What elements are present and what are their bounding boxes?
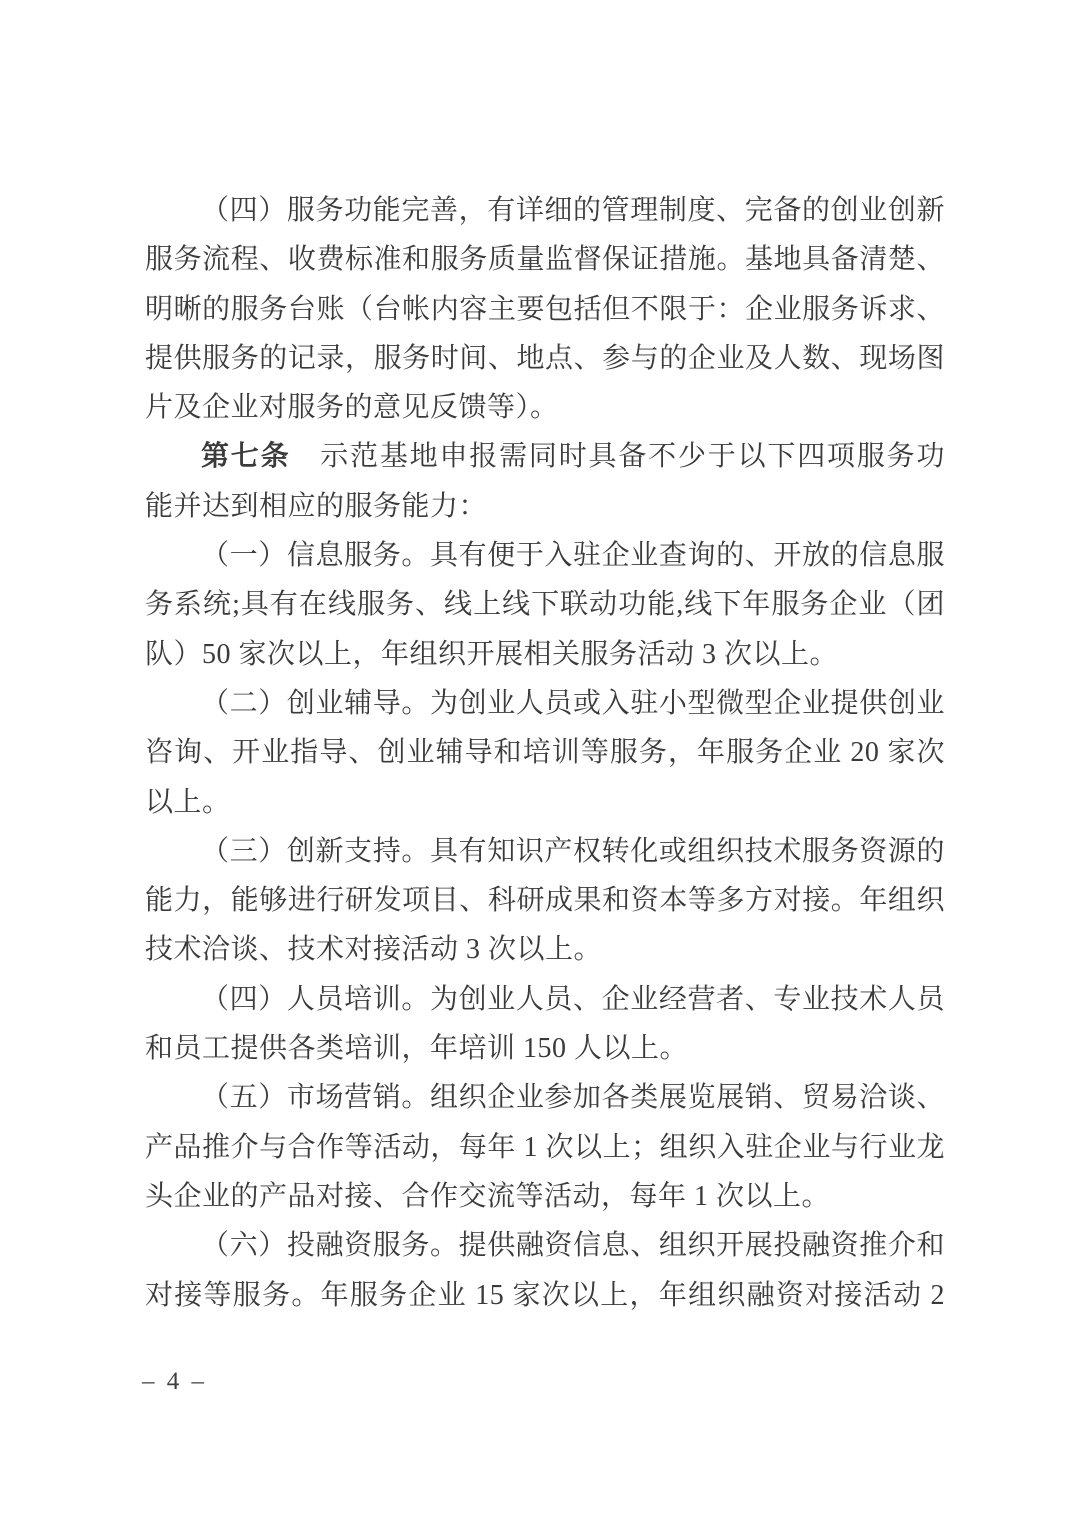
article-number-heading: 第七条 bbox=[201, 441, 291, 473]
text-line: 务系统;具有在线服务、线上线下联动功能,线下年服务企业（团 bbox=[145, 589, 945, 621]
text-line-content: 示范基地申报需同时具备不少于以下四项服务功 bbox=[290, 441, 945, 473]
text-line: 以上。 bbox=[145, 786, 231, 818]
text-line: （五）市场营销。组织企业参加各类展览展销、贸易洽谈、 bbox=[201, 1082, 945, 1114]
text-line: 产品推介与合作等活动，每年 1 次以上；组织入驻企业与行业龙 bbox=[145, 1131, 945, 1163]
text-line: （六）投融资服务。提供融资信息、组织开展投融资推介和 bbox=[201, 1230, 945, 1262]
text-line: 对接等服务。年服务企业 15 家次以上，年组织融资对接活动 2 bbox=[145, 1279, 945, 1311]
document-body bbox=[145, 186, 945, 1320]
text-line: 提供服务的记录，服务时间、地点、参与的企业及人数、现场图 bbox=[145, 342, 945, 374]
text-line: （四）服务功能完善，有详细的管理制度、完备的创业创新 bbox=[201, 195, 945, 226]
text-line: 和员工提供各类培训，年培训 150 人以上。 bbox=[145, 1033, 689, 1065]
text-line: 服务流程、收费标准和服务质量监督保证措施。基地具备清楚、 bbox=[145, 244, 945, 276]
text-line: （三）创新支持。具有知识产权转化或组织技术服务资源的 bbox=[201, 835, 945, 867]
page-number: – 4 – bbox=[142, 1368, 207, 1395]
text-line: 技术洽谈、技术对接活动 3 次以上。 bbox=[145, 934, 603, 966]
text-line: 明晰的服务台账（台帐内容主要包括但不限于：企业服务诉求、 bbox=[145, 293, 945, 325]
text-line: （二）创业辅导。为创业人员或入驻小型微型企业提供创业 bbox=[201, 687, 945, 719]
text-line: （一）信息服务。具有便于入驻企业查询的、开放的信息服 bbox=[201, 540, 945, 572]
text-line bbox=[145, 432, 945, 481]
text-line: 队）50 家次以上，年组织开展相关服务活动 3 次以上。 bbox=[145, 638, 839, 670]
text-line: 头企业的产品对接、合作交流等活动，每年 1 次以上。 bbox=[145, 1180, 831, 1212]
text-line: 能并达到相应的服务能力： bbox=[145, 490, 488, 522]
text-line: 咨询、开业指导、创业辅导和培训等服务，年服务企业 20 家次 bbox=[145, 737, 945, 769]
text-line: （四）人员培训。为创业人员、企业经营者、专业技术人员 bbox=[201, 983, 945, 1015]
text-line: 能力，能够进行研发项目、科研成果和资本等多方对接。年组织 bbox=[145, 885, 945, 917]
text-line: 片及企业对服务的意见反馈等）。 bbox=[145, 392, 559, 424]
